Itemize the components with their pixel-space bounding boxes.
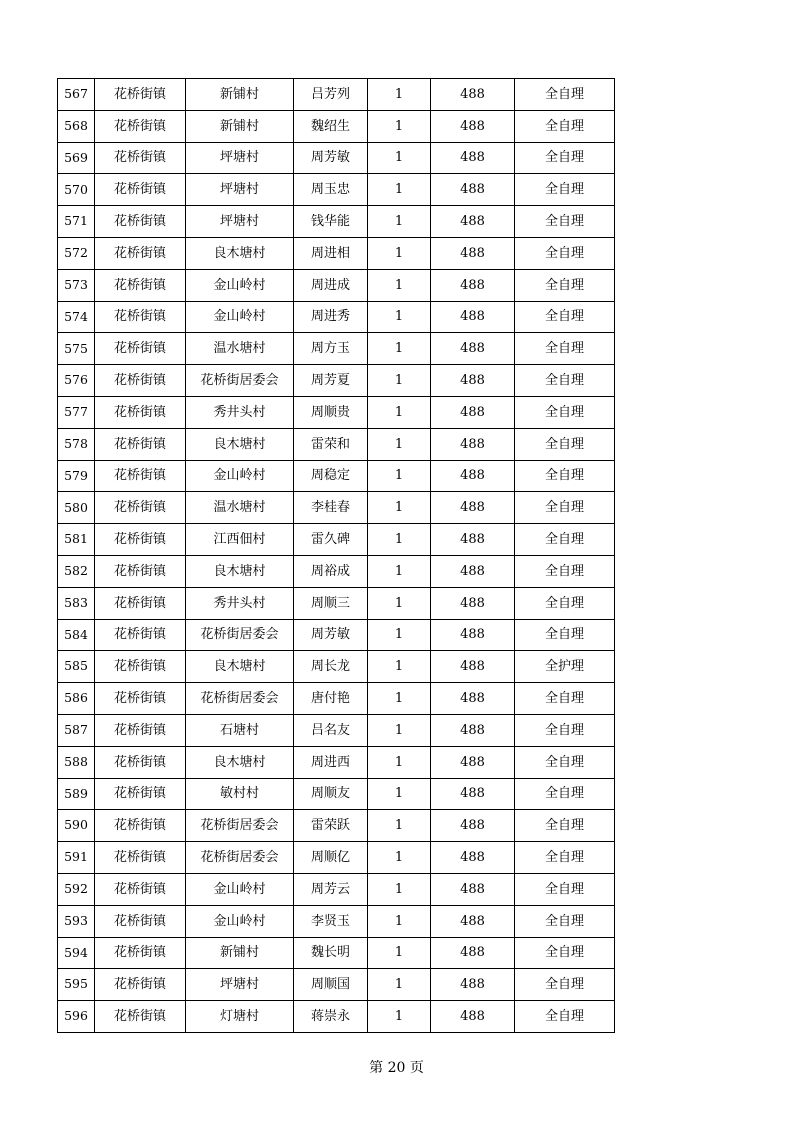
count-cell: 1 bbox=[368, 237, 431, 269]
town-cell: 花桥街镇 bbox=[95, 110, 186, 142]
amount-cell: 488 bbox=[431, 524, 515, 556]
table-row bbox=[58, 492, 615, 524]
town-cell: 花桥街镇 bbox=[95, 237, 186, 269]
person-name-cell: 魏长明 bbox=[294, 937, 368, 969]
care-level-cell: 全自理 bbox=[515, 714, 615, 746]
town-cell: 花桥街镇 bbox=[95, 746, 186, 778]
village-cell: 良木塘村 bbox=[186, 237, 294, 269]
person-name-cell: 周芳夏 bbox=[294, 365, 368, 397]
count-cell: 1 bbox=[368, 142, 431, 174]
care-level-cell: 全自理 bbox=[515, 460, 615, 492]
count-cell: 1 bbox=[368, 301, 431, 333]
village-cell: 坪塘村 bbox=[186, 142, 294, 174]
table-row bbox=[58, 778, 615, 810]
village-cell: 温水塘村 bbox=[186, 333, 294, 365]
table-row bbox=[58, 842, 615, 874]
amount-cell: 488 bbox=[431, 301, 515, 333]
care-level-cell: 全自理 bbox=[515, 619, 615, 651]
table-row bbox=[58, 683, 615, 715]
person-name-cell: 周进相 bbox=[294, 237, 368, 269]
table-row bbox=[58, 396, 615, 428]
village-cell: 花桥街居委会 bbox=[186, 810, 294, 842]
care-level-cell: 全自理 bbox=[515, 492, 615, 524]
care-level-cell: 全自理 bbox=[515, 969, 615, 1001]
town-cell: 花桥街镇 bbox=[95, 492, 186, 524]
village-cell: 秀井头村 bbox=[186, 587, 294, 619]
village-cell: 花桥街居委会 bbox=[186, 842, 294, 874]
count-cell: 1 bbox=[368, 619, 431, 651]
row-index-cell: 596 bbox=[58, 1001, 95, 1033]
care-level-cell: 全自理 bbox=[515, 746, 615, 778]
table-row bbox=[58, 746, 615, 778]
row-index-cell: 574 bbox=[58, 301, 95, 333]
person-name-cell: 李桂春 bbox=[294, 492, 368, 524]
person-name-cell: 周方玉 bbox=[294, 333, 368, 365]
count-cell: 1 bbox=[368, 79, 431, 111]
amount-cell: 488 bbox=[431, 587, 515, 619]
table-row bbox=[58, 937, 615, 969]
town-cell: 花桥街镇 bbox=[95, 714, 186, 746]
row-index-cell: 586 bbox=[58, 683, 95, 715]
amount-cell: 488 bbox=[431, 396, 515, 428]
care-level-cell: 全自理 bbox=[515, 778, 615, 810]
count-cell: 1 bbox=[368, 683, 431, 715]
village-cell: 敏村村 bbox=[186, 778, 294, 810]
count-cell: 1 bbox=[368, 873, 431, 905]
town-cell: 花桥街镇 bbox=[95, 683, 186, 715]
person-name-cell: 周芳敏 bbox=[294, 619, 368, 651]
amount-cell: 488 bbox=[431, 683, 515, 715]
row-index-cell: 587 bbox=[58, 714, 95, 746]
table-row bbox=[58, 714, 615, 746]
person-name-cell: 吕芳列 bbox=[294, 79, 368, 111]
town-cell: 花桥街镇 bbox=[95, 651, 186, 683]
town-cell: 花桥街镇 bbox=[95, 555, 186, 587]
row-index-cell: 569 bbox=[58, 142, 95, 174]
table-row bbox=[58, 206, 615, 238]
amount-cell: 488 bbox=[431, 492, 515, 524]
person-name-cell: 周顺友 bbox=[294, 778, 368, 810]
amount-cell: 488 bbox=[431, 237, 515, 269]
row-index-cell: 576 bbox=[58, 365, 95, 397]
row-index-cell: 573 bbox=[58, 269, 95, 301]
care-level-cell: 全自理 bbox=[515, 237, 615, 269]
amount-cell: 488 bbox=[431, 79, 515, 111]
row-index-cell: 592 bbox=[58, 873, 95, 905]
amount-cell: 488 bbox=[431, 428, 515, 460]
town-cell: 花桥街镇 bbox=[95, 905, 186, 937]
amount-cell: 488 bbox=[431, 746, 515, 778]
town-cell: 花桥街镇 bbox=[95, 524, 186, 556]
care-level-cell: 全自理 bbox=[515, 810, 615, 842]
count-cell: 1 bbox=[368, 492, 431, 524]
count-cell: 1 bbox=[368, 460, 431, 492]
row-index-cell: 588 bbox=[58, 746, 95, 778]
row-index-cell: 578 bbox=[58, 428, 95, 460]
person-name-cell: 周进秀 bbox=[294, 301, 368, 333]
row-index-cell: 593 bbox=[58, 905, 95, 937]
care-level-cell: 全护理 bbox=[515, 651, 615, 683]
town-cell: 花桥街镇 bbox=[95, 873, 186, 905]
amount-cell: 488 bbox=[431, 206, 515, 238]
table-row bbox=[58, 873, 615, 905]
village-cell: 温水塘村 bbox=[186, 492, 294, 524]
person-name-cell: 周顺国 bbox=[294, 969, 368, 1001]
row-index-cell: 567 bbox=[58, 79, 95, 111]
village-cell: 石塘村 bbox=[186, 714, 294, 746]
amount-cell: 488 bbox=[431, 269, 515, 301]
care-level-cell: 全自理 bbox=[515, 333, 615, 365]
person-name-cell: 魏绍生 bbox=[294, 110, 368, 142]
amount-cell: 488 bbox=[431, 333, 515, 365]
care-level-cell: 全自理 bbox=[515, 905, 615, 937]
town-cell: 花桥街镇 bbox=[95, 333, 186, 365]
village-cell: 金山岭村 bbox=[186, 905, 294, 937]
amount-cell: 488 bbox=[431, 905, 515, 937]
person-name-cell: 周稳定 bbox=[294, 460, 368, 492]
person-name-cell: 周进西 bbox=[294, 746, 368, 778]
table-row bbox=[58, 619, 615, 651]
town-cell: 花桥街镇 bbox=[95, 842, 186, 874]
village-cell: 秀井头村 bbox=[186, 396, 294, 428]
table-row bbox=[58, 174, 615, 206]
table-row bbox=[58, 79, 615, 111]
data-table bbox=[57, 78, 615, 1033]
village-cell: 良木塘村 bbox=[186, 428, 294, 460]
town-cell: 花桥街镇 bbox=[95, 301, 186, 333]
person-name-cell: 周顺三 bbox=[294, 587, 368, 619]
row-index-cell: 580 bbox=[58, 492, 95, 524]
care-level-cell: 全自理 bbox=[515, 142, 615, 174]
amount-cell: 488 bbox=[431, 714, 515, 746]
row-index-cell: 571 bbox=[58, 206, 95, 238]
village-cell: 灯塘村 bbox=[186, 1001, 294, 1033]
care-level-cell: 全自理 bbox=[515, 683, 615, 715]
person-name-cell: 周顺贵 bbox=[294, 396, 368, 428]
village-cell: 江西佃村 bbox=[186, 524, 294, 556]
table-row bbox=[58, 301, 615, 333]
amount-cell: 488 bbox=[431, 460, 515, 492]
person-name-cell: 雷荣跃 bbox=[294, 810, 368, 842]
amount-cell: 488 bbox=[431, 110, 515, 142]
town-cell: 花桥街镇 bbox=[95, 969, 186, 1001]
table-row bbox=[58, 969, 615, 1001]
row-index-cell: 589 bbox=[58, 778, 95, 810]
table-row bbox=[58, 651, 615, 683]
amount-cell: 488 bbox=[431, 142, 515, 174]
table-row bbox=[58, 587, 615, 619]
amount-cell: 488 bbox=[431, 937, 515, 969]
village-cell: 良木塘村 bbox=[186, 651, 294, 683]
town-cell: 花桥街镇 bbox=[95, 587, 186, 619]
amount-cell: 488 bbox=[431, 619, 515, 651]
town-cell: 花桥街镇 bbox=[95, 937, 186, 969]
town-cell: 花桥街镇 bbox=[95, 619, 186, 651]
town-cell: 花桥街镇 bbox=[95, 1001, 186, 1033]
village-cell: 新铺村 bbox=[186, 110, 294, 142]
row-index-cell: 577 bbox=[58, 396, 95, 428]
row-index-cell: 594 bbox=[58, 937, 95, 969]
person-name-cell: 李贤玉 bbox=[294, 905, 368, 937]
person-name-cell: 吕名友 bbox=[294, 714, 368, 746]
table-row bbox=[58, 460, 615, 492]
count-cell: 1 bbox=[368, 206, 431, 238]
amount-cell: 488 bbox=[431, 842, 515, 874]
row-index-cell: 591 bbox=[58, 842, 95, 874]
person-name-cell: 周长龙 bbox=[294, 651, 368, 683]
person-name-cell: 雷久碑 bbox=[294, 524, 368, 556]
table-row bbox=[58, 110, 615, 142]
amount-cell: 488 bbox=[431, 365, 515, 397]
person-name-cell: 周芳敏 bbox=[294, 142, 368, 174]
count-cell: 1 bbox=[368, 524, 431, 556]
care-level-cell: 全自理 bbox=[515, 110, 615, 142]
row-index-cell: 582 bbox=[58, 555, 95, 587]
count-cell: 1 bbox=[368, 110, 431, 142]
count-cell: 1 bbox=[368, 746, 431, 778]
town-cell: 花桥街镇 bbox=[95, 206, 186, 238]
page-number: 第 20 页 bbox=[369, 1060, 424, 1076]
town-cell: 花桥街镇 bbox=[95, 79, 186, 111]
count-cell: 1 bbox=[368, 587, 431, 619]
row-index-cell: 579 bbox=[58, 460, 95, 492]
care-level-cell: 全自理 bbox=[515, 396, 615, 428]
amount-cell: 488 bbox=[431, 1001, 515, 1033]
count-cell: 1 bbox=[368, 396, 431, 428]
count-cell: 1 bbox=[368, 810, 431, 842]
amount-cell: 488 bbox=[431, 810, 515, 842]
town-cell: 花桥街镇 bbox=[95, 428, 186, 460]
care-level-cell: 全自理 bbox=[515, 301, 615, 333]
count-cell: 1 bbox=[368, 651, 431, 683]
table-row bbox=[58, 428, 615, 460]
care-level-cell: 全自理 bbox=[515, 206, 615, 238]
amount-cell: 488 bbox=[431, 778, 515, 810]
person-name-cell: 周芳云 bbox=[294, 873, 368, 905]
person-name-cell: 周裕成 bbox=[294, 555, 368, 587]
row-index-cell: 575 bbox=[58, 333, 95, 365]
count-cell: 1 bbox=[368, 905, 431, 937]
row-index-cell: 590 bbox=[58, 810, 95, 842]
count-cell: 1 bbox=[368, 428, 431, 460]
care-level-cell: 全自理 bbox=[515, 79, 615, 111]
village-cell: 坪塘村 bbox=[186, 174, 294, 206]
row-index-cell: 584 bbox=[58, 619, 95, 651]
count-cell: 1 bbox=[368, 714, 431, 746]
table-row bbox=[58, 237, 615, 269]
village-cell: 坪塘村 bbox=[186, 206, 294, 238]
person-name-cell: 钱华能 bbox=[294, 206, 368, 238]
row-index-cell: 568 bbox=[58, 110, 95, 142]
town-cell: 花桥街镇 bbox=[95, 396, 186, 428]
town-cell: 花桥街镇 bbox=[95, 810, 186, 842]
village-cell: 新铺村 bbox=[186, 79, 294, 111]
count-cell: 1 bbox=[368, 969, 431, 1001]
village-cell: 良木塘村 bbox=[186, 555, 294, 587]
table-row bbox=[58, 524, 615, 556]
person-name-cell: 蒋崇永 bbox=[294, 1001, 368, 1033]
amount-cell: 488 bbox=[431, 651, 515, 683]
care-level-cell: 全自理 bbox=[515, 873, 615, 905]
village-cell: 金山岭村 bbox=[186, 301, 294, 333]
row-index-cell: 581 bbox=[58, 524, 95, 556]
village-cell: 新铺村 bbox=[186, 937, 294, 969]
amount-cell: 488 bbox=[431, 969, 515, 1001]
row-index-cell: 572 bbox=[58, 237, 95, 269]
row-index-cell: 570 bbox=[58, 174, 95, 206]
village-cell: 金山岭村 bbox=[186, 269, 294, 301]
village-cell: 金山岭村 bbox=[186, 460, 294, 492]
row-index-cell: 583 bbox=[58, 587, 95, 619]
care-level-cell: 全自理 bbox=[515, 269, 615, 301]
table-row bbox=[58, 365, 615, 397]
care-level-cell: 全自理 bbox=[515, 174, 615, 206]
village-cell: 花桥街居委会 bbox=[186, 683, 294, 715]
care-level-cell: 全自理 bbox=[515, 555, 615, 587]
row-index-cell: 595 bbox=[58, 969, 95, 1001]
person-name-cell: 周玉忠 bbox=[294, 174, 368, 206]
amount-cell: 488 bbox=[431, 555, 515, 587]
count-cell: 1 bbox=[368, 937, 431, 969]
count-cell: 1 bbox=[368, 778, 431, 810]
count-cell: 1 bbox=[368, 1001, 431, 1033]
care-level-cell: 全自理 bbox=[515, 1001, 615, 1033]
care-level-cell: 全自理 bbox=[515, 937, 615, 969]
village-cell: 良木塘村 bbox=[186, 746, 294, 778]
count-cell: 1 bbox=[368, 555, 431, 587]
care-level-cell: 全自理 bbox=[515, 587, 615, 619]
village-cell: 金山岭村 bbox=[186, 873, 294, 905]
village-cell: 花桥街居委会 bbox=[186, 619, 294, 651]
town-cell: 花桥街镇 bbox=[95, 142, 186, 174]
village-cell: 花桥街居委会 bbox=[186, 365, 294, 397]
table-row bbox=[58, 333, 615, 365]
table-row bbox=[58, 555, 615, 587]
row-index-cell: 585 bbox=[58, 651, 95, 683]
care-level-cell: 全自理 bbox=[515, 524, 615, 556]
table-row bbox=[58, 269, 615, 301]
count-cell: 1 bbox=[368, 365, 431, 397]
table-row bbox=[58, 810, 615, 842]
table-row bbox=[58, 905, 615, 937]
amount-cell: 488 bbox=[431, 873, 515, 905]
care-level-cell: 全自理 bbox=[515, 842, 615, 874]
count-cell: 1 bbox=[368, 269, 431, 301]
town-cell: 花桥街镇 bbox=[95, 174, 186, 206]
town-cell: 花桥街镇 bbox=[95, 269, 186, 301]
town-cell: 花桥街镇 bbox=[95, 778, 186, 810]
count-cell: 1 bbox=[368, 174, 431, 206]
care-level-cell: 全自理 bbox=[515, 365, 615, 397]
count-cell: 1 bbox=[368, 842, 431, 874]
care-level-cell: 全自理 bbox=[515, 428, 615, 460]
person-name-cell: 周进成 bbox=[294, 269, 368, 301]
town-cell: 花桥街镇 bbox=[95, 460, 186, 492]
person-name-cell: 雷荣和 bbox=[294, 428, 368, 460]
village-cell: 坪塘村 bbox=[186, 969, 294, 1001]
table-row bbox=[58, 1001, 615, 1033]
town-cell: 花桥街镇 bbox=[95, 365, 186, 397]
amount-cell: 488 bbox=[431, 174, 515, 206]
person-name-cell: 唐付艳 bbox=[294, 683, 368, 715]
table-row bbox=[58, 142, 615, 174]
count-cell: 1 bbox=[368, 333, 431, 365]
person-name-cell: 周顺亿 bbox=[294, 842, 368, 874]
